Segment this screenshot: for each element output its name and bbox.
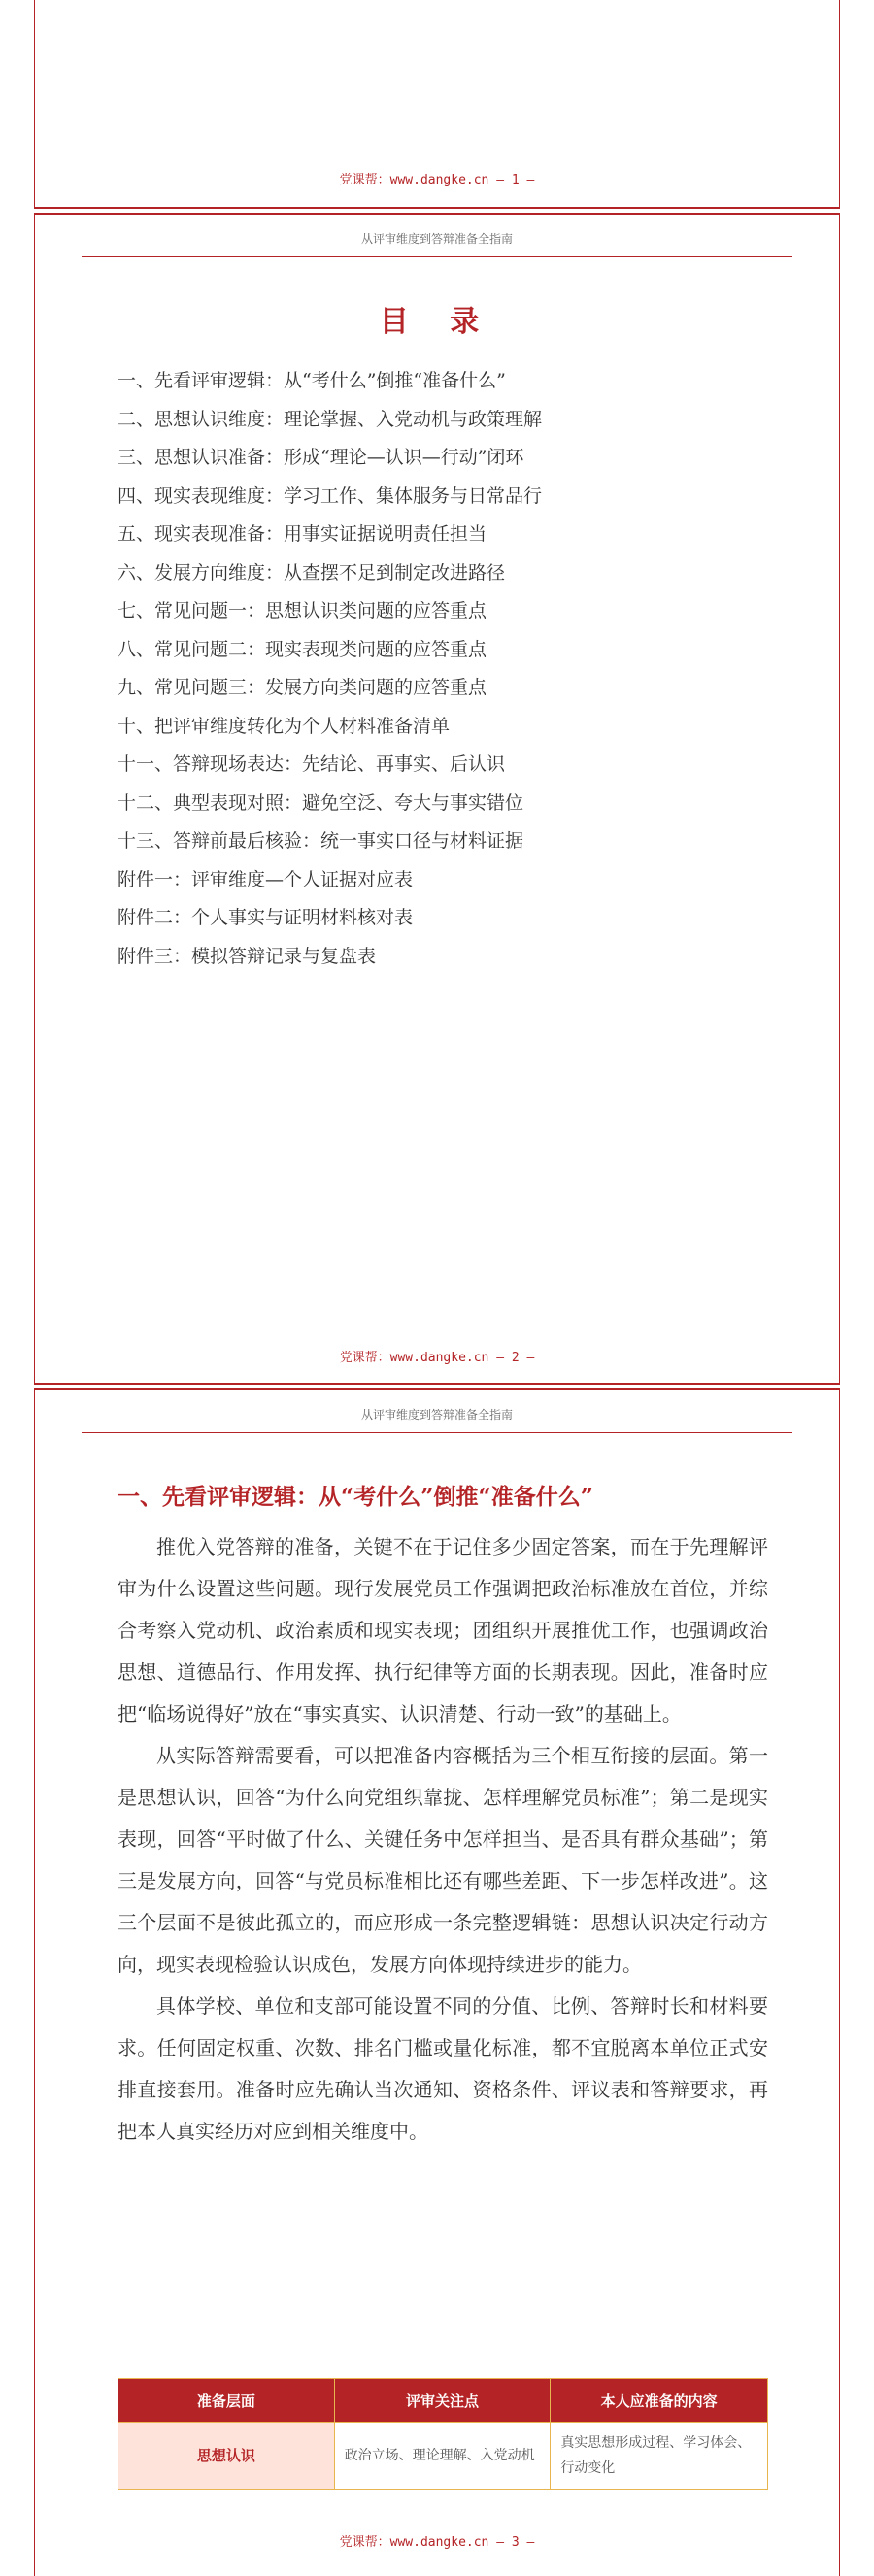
toc-item[interactable]: 五、现实表现准备：用事实证据说明责任担当: [118, 523, 487, 545]
table-row: [118, 2423, 768, 2490]
body-paragraph: 具体学校、单位和支部可能设置不同的分值、比例、答辩时长和材料要求。任何固定权重、次数、排名门槛或量化标准，都不宜脱离本单位正式安排直接套用。准备时应先确认当次通知、资格条件、评议表和答辩要求，再把本人真实经历对应到相关维度中。: [118, 1994, 768, 2143]
toc-item[interactable]: 三、思想认识准备：形成“理论—认识—行动”闭环: [118, 447, 524, 468]
toc-item[interactable]: 附件二：个人事实与证明材料核对表: [118, 907, 414, 928]
page-footer: 党课帮：www.dangke.cn — 3 —: [339, 2535, 535, 2550]
toc-item[interactable]: 九、常见问题三：发展方向类问题的应答重点: [118, 677, 487, 698]
page-3: [34, 1388, 840, 2576]
toc-item[interactable]: 十、把评审维度转化为个人材料准备清单: [118, 715, 451, 737]
table-header-cell: 准备层面: [118, 2379, 335, 2423]
toc-item[interactable]: 四、现实表现维度：学习工作、集体服务与日常品行: [118, 485, 543, 507]
toc-item[interactable]: 十三、答辩前最后核验：统一事实口径与材料证据: [118, 830, 524, 852]
page-2: [34, 213, 840, 1385]
table-cell: 思想认识: [118, 2423, 335, 2490]
table-header-row: [118, 2379, 768, 2423]
body-paragraph: 推优入党答辩的准备，关键不在于记住多少固定答案，而在于先理解评审为什么设置这些问题。现行发展党员工作强调把政治标准放在首位，并综合考察入党动机、政治素质和现实表现；团组织开展推优工作，也强调政治思想、道德品行、作用发挥、执行纪律等方面的长期表现。因此，准备时应把“临场说得好”放在“事实真实、认识清楚、行动一致”的基础上。: [118, 1535, 768, 1725]
page-footer: 党课帮：www.dangke.cn — 2 —: [339, 1351, 535, 1365]
toc-item[interactable]: 一、先看评审逻辑：从“考什么”倒推“准备什么”: [118, 370, 506, 391]
table-cell: 真实思想形成过程、学习体会、行动变化: [551, 2423, 768, 2490]
toc-item[interactable]: 六、发展方向维度：从查摆不足到制定改进路径: [118, 561, 506, 584]
running-header: 从评审维度到答辩准备全指南: [82, 230, 792, 257]
toc-item[interactable]: 附件一：评审维度—个人证据对应表: [118, 868, 414, 890]
section-heading: 一、先看评审逻辑：从“考什么”倒推“准备什么”: [118, 1484, 593, 1510]
toc-item[interactable]: 二、思想认识维度：理论掌握、入党动机与政策理解: [118, 408, 543, 430]
table-header-cell: 本人应准备的内容: [551, 2379, 768, 2423]
toc-list: [118, 362, 542, 976]
toc-item[interactable]: 八、常见问题二：现实表现类问题的应答重点: [118, 638, 487, 660]
table-cell: 政治立场、理论理解、入党动机: [334, 2423, 551, 2490]
table-header-cell: 评审关注点: [334, 2379, 551, 2423]
toc-item[interactable]: 七、常见问题一：思想认识类问题的应答重点: [118, 600, 487, 621]
toc-title: 目 录: [379, 305, 495, 339]
section-body: [118, 1526, 768, 2153]
body-paragraph: 从实际答辩需要看，可以把准备内容概括为三个相互衔接的层面。第一是思想认识，回答“为什么向党组织靠拢、怎样理解党员标准”；第二是现实表现，回答“平时做了什么、关键任务中怎样担当、是否具有群众基础”；第三是发展方向，回答“与党员标准相比还有哪些差距、下一步怎样改进”。这三个层面不是彼此孤立的，而应形成一条完整逻辑链：思想认识决定行动方向，现实表现检验认识成色，发展方向体现持续进步的能力。: [118, 1744, 768, 1976]
running-header: 从评审维度到答辩准备全指南: [82, 1406, 792, 1433]
toc-item[interactable]: 十二、典型表现对照：避免空泛、夸大与事实错位: [118, 791, 524, 814]
dimension-table: [118, 2378, 768, 2490]
page-1: [34, 0, 840, 209]
toc-item[interactable]: 附件三：模拟答辩记录与复盘表: [118, 945, 377, 967]
toc-item[interactable]: 十一、答辩现场表达：先结论、再事实、后认识: [118, 753, 506, 775]
page-footer: 党课帮：www.dangke.cn — 1 —: [339, 173, 535, 187]
